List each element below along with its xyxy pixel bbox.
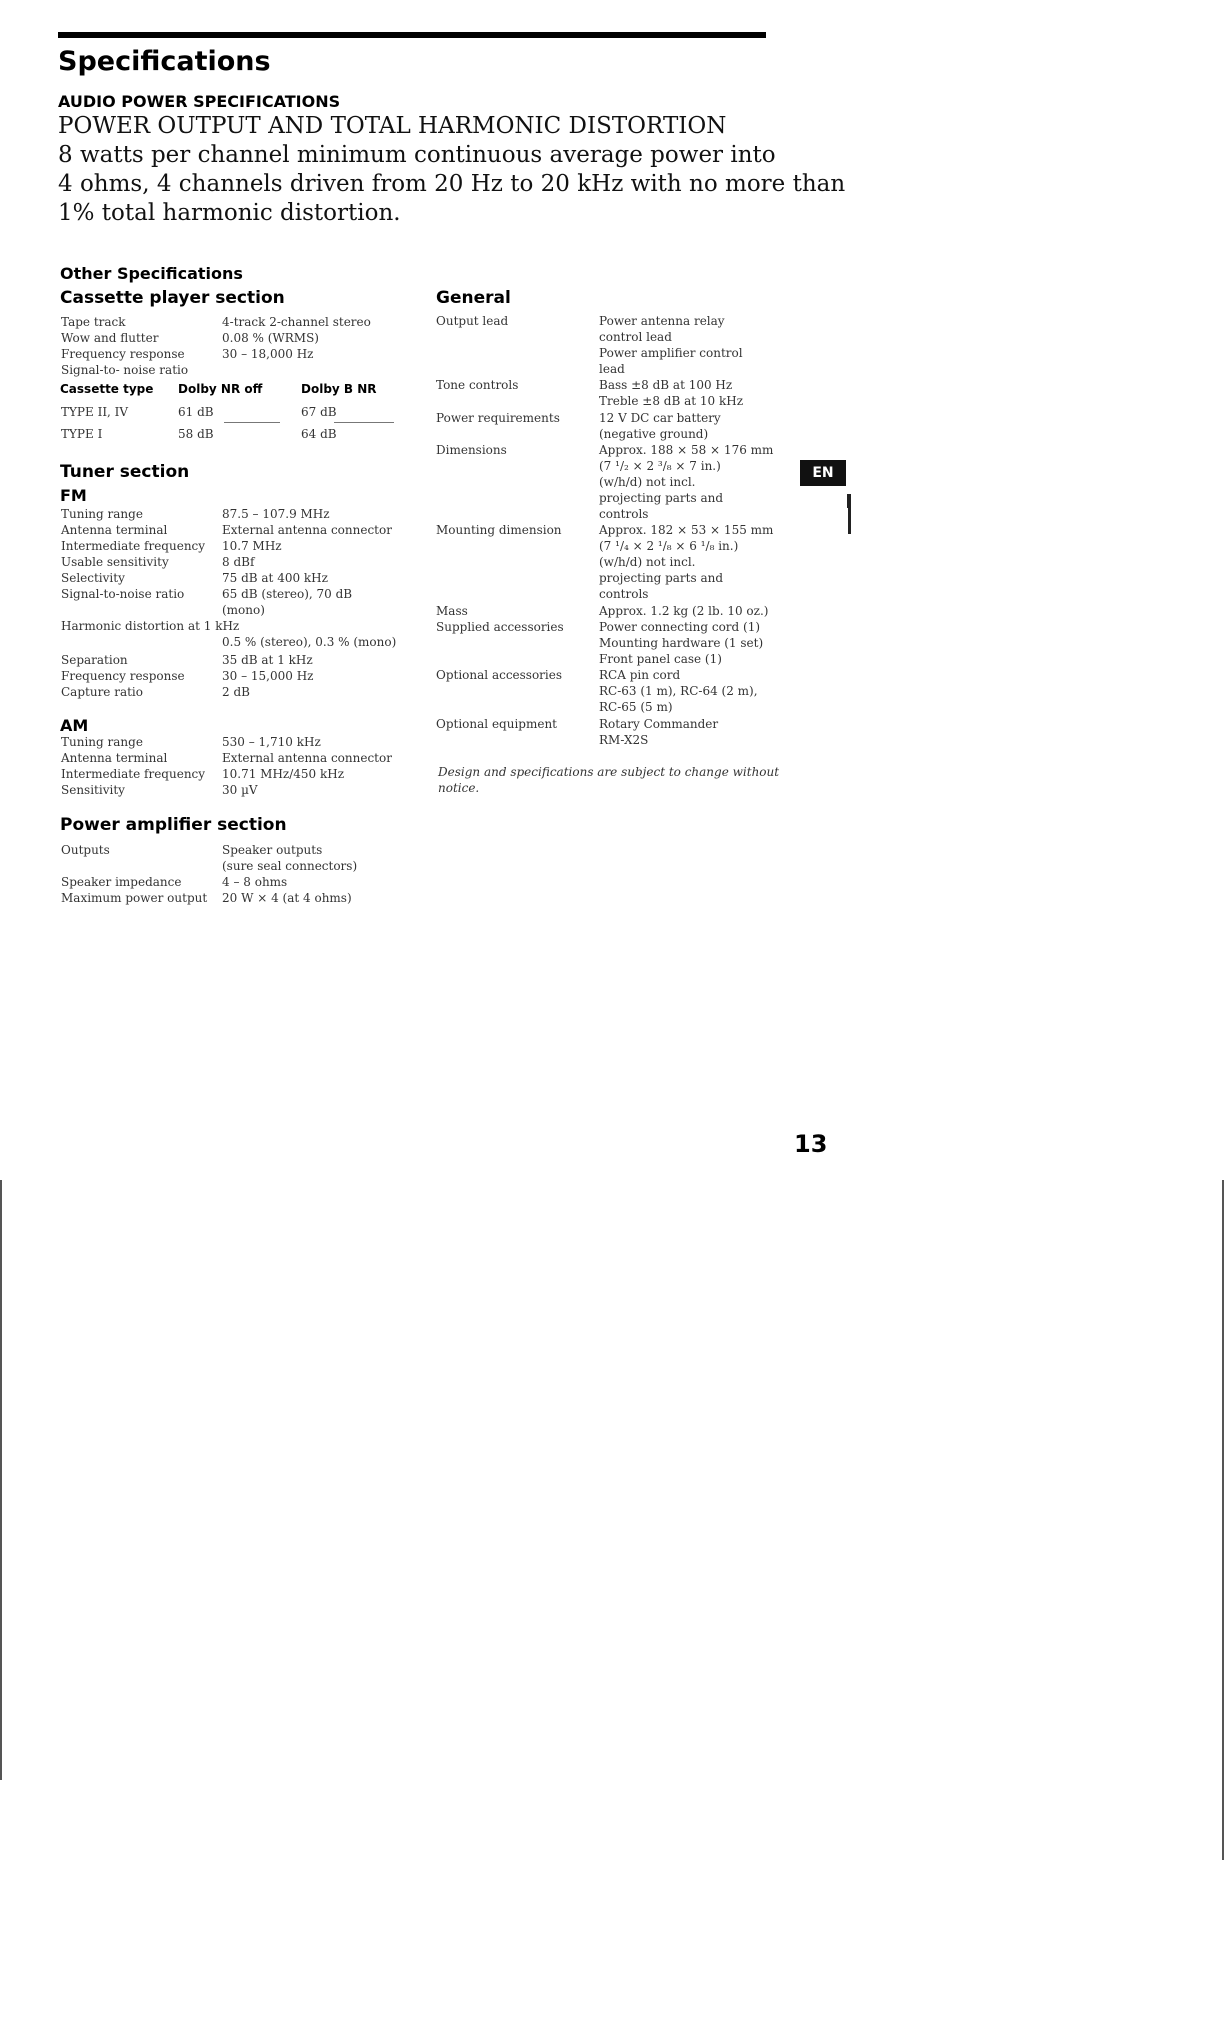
fm2-label-1: Frequency response <box>61 669 185 683</box>
am-label-0: Tuning range <box>61 735 143 749</box>
top-rule <box>58 32 766 38</box>
general-value-24: RC-65 (5 m) <box>599 700 673 714</box>
design-note-line-2: notice. <box>438 781 480 795</box>
fm-label-3: Usable sensitivity <box>61 555 169 569</box>
scan-edge-right <box>1222 1180 1224 1860</box>
general-value-23: RC-63 (1 m), RC-64 (2 m), <box>599 684 758 698</box>
amp-value-3: 20 W × 4 (at 4 ohms) <box>222 891 352 905</box>
audio-power-heading: AUDIO POWER SPECIFICATIONS <box>58 92 341 111</box>
cassette-value-0: 4-track 2-channel stereo <box>222 315 371 329</box>
fm2-value-2: 2 dB <box>222 685 250 699</box>
amp-value-1: (sure seal connectors) <box>222 859 358 873</box>
general-label-19: Supplied accessories <box>436 620 564 634</box>
general-value-12: controls <box>599 507 649 521</box>
fm-value-0: 87.5 – 107.9 MHz <box>222 507 330 521</box>
am-value-2: 10.71 MHz/450 kHz <box>222 767 345 781</box>
general-value-1: control lead <box>599 330 672 344</box>
fm-heading: FM <box>60 486 87 505</box>
fm2-value-1: 30 – 15,000 Hz <box>222 669 314 683</box>
general-value-9: (7 ¹/₂ × 2 ³/₈ × 7 in.) <box>599 459 721 473</box>
harmonic-value: 0.5 % (stereo), 0.3 % (mono) <box>222 635 397 649</box>
fm-value-6: (mono) <box>222 603 265 617</box>
harmonic-label: Harmonic distortion at 1 kHz <box>61 619 240 633</box>
fm-label-5: Signal-to-noise ratio <box>61 587 185 601</box>
fm-value-2: 10.7 MHz <box>222 539 282 553</box>
general-value-25: Rotary Commander <box>599 717 719 731</box>
power-line-4: 1% total harmonic distortion. <box>58 200 401 226</box>
general-value-16: projecting parts and <box>599 571 724 585</box>
power-line-2: 8 watts per channel minimum continuous average power into <box>58 142 776 168</box>
general-value-21: Front panel case (1) <box>599 652 722 666</box>
general-value-19: Power connecting cord (1) <box>599 620 761 634</box>
fm2-value-0: 35 dB at 1 kHz <box>222 653 313 667</box>
general-value-0: Power antenna relay <box>599 314 725 328</box>
dash-line <box>334 422 394 423</box>
amp-label-2: Speaker impedance <box>61 875 182 889</box>
amp-label-3: Maximum power output <box>61 891 208 905</box>
fm-label-0: Tuning range <box>61 507 143 521</box>
power-line-3: 4 ohms, 4 channels driven from 20 Hz to 20 kHz with no more than <box>58 171 846 197</box>
general-value-3: lead <box>599 362 625 376</box>
fm-label-1: Antenna terminal <box>61 523 168 537</box>
cassette-label-0: Tape track <box>61 315 126 329</box>
general-heading: General <box>436 288 511 308</box>
general-value-14: (7 ¹/₄ × 2 ¹/₈ × 6 ¹/₈ in.) <box>599 539 739 553</box>
general-value-11: projecting parts and <box>599 491 724 505</box>
cassette-value-1: 0.08 % (WRMS) <box>222 331 319 345</box>
general-value-8: Approx. 188 × 58 × 176 mm <box>599 443 774 457</box>
fm-label-4: Selectivity <box>61 571 125 585</box>
fm-value-4: 75 dB at 400 kHz <box>222 571 328 585</box>
cassette-value-2: 30 – 18,000 Hz <box>222 347 314 361</box>
general-value-5: Treble ±8 dB at 10 kHz <box>599 394 744 408</box>
scan-edge-left <box>0 1180 2 1780</box>
cassette-row-0-type: TYPE II, IV <box>61 405 129 419</box>
page-title: Specifications <box>58 46 271 77</box>
cassette-table-head-off: Dolby NR off <box>178 382 263 396</box>
general-label-8: Dimensions <box>436 443 507 457</box>
general-value-22: RCA pin cord <box>599 668 681 682</box>
fm2-label-0: Separation <box>61 653 128 667</box>
fm-value-5: 65 dB (stereo), 70 dB <box>222 587 353 601</box>
cassette-table-head-bnr: Dolby B NR <box>301 382 377 396</box>
cassette-table-head-type: Cassette type <box>60 382 154 396</box>
am-label-1: Antenna terminal <box>61 751 168 765</box>
general-label-6: Power requirements <box>436 411 560 425</box>
cassette-label-3: Signal-to- noise ratio <box>61 363 189 377</box>
am-heading: AM <box>60 716 89 735</box>
general-value-17: controls <box>599 587 649 601</box>
cassette-row-1-type: TYPE I <box>61 427 103 441</box>
fm-label-2: Intermediate frequency <box>61 539 206 553</box>
cassette-row-1-off: 58 dB <box>178 427 214 441</box>
general-value-4: Bass ±8 dB at 100 Hz <box>599 378 733 392</box>
am-value-0: 530 – 1,710 kHz <box>222 735 321 749</box>
tuner-heading: Tuner section <box>60 462 190 482</box>
general-label-4: Tone controls <box>436 378 519 392</box>
general-value-15: (w/h/d) not incl. <box>599 555 696 569</box>
am-label-2: Intermediate frequency <box>61 767 206 781</box>
general-value-20: Mounting hardware (1 set) <box>599 636 764 650</box>
general-value-13: Approx. 182 × 53 × 155 mm <box>599 523 774 537</box>
fm-value-1: External antenna connector <box>222 523 392 537</box>
general-value-6: 12 V DC car battery <box>599 411 721 425</box>
am-value-1: External antenna connector <box>222 751 392 765</box>
amp-label-0: Outputs <box>61 843 110 857</box>
power-line-1: POWER OUTPUT AND TOTAL HARMONIC DISTORTION <box>58 113 727 139</box>
amp-value-0: Speaker outputs <box>222 843 323 857</box>
general-value-2: Power amplifier control <box>599 346 743 360</box>
cassette-row-0-off: 61 dB <box>178 405 214 419</box>
general-label-22: Optional accessories <box>436 668 563 682</box>
general-value-10: (w/h/d) not incl. <box>599 475 696 489</box>
power-amp-heading: Power amplifier section <box>60 815 287 835</box>
other-specs-heading: Other Specifications <box>60 264 243 283</box>
general-label-0: Output lead <box>436 314 509 328</box>
language-badge: EN <box>800 460 846 486</box>
general-label-18: Mass <box>436 604 468 618</box>
general-label-13: Mounting dimension <box>436 523 562 537</box>
fm2-label-2: Capture ratio <box>61 685 143 699</box>
dash-line <box>224 422 280 423</box>
cassette-row-1-bnr: 64 dB <box>301 427 337 441</box>
margin-mark <box>848 494 851 534</box>
cassette-label-1: Wow and flutter <box>61 331 159 345</box>
fm-value-3: 8 dBf <box>222 555 255 569</box>
design-note-line-1: Design and specifications are subject to change without <box>438 765 780 779</box>
am-label-3: Sensitivity <box>61 783 125 797</box>
am-value-3: 30 µV <box>222 783 258 797</box>
general-value-18: Approx. 1.2 kg (2 lb. 10 oz.) <box>599 604 769 618</box>
general-value-7: (negative ground) <box>599 427 709 441</box>
cassette-label-2: Frequency response <box>61 347 185 361</box>
cassette-row-0-bnr: 67 dB <box>301 405 337 419</box>
cassette-heading: Cassette player section <box>60 288 285 308</box>
page-number: 13 <box>794 1130 828 1158</box>
amp-value-2: 4 – 8 ohms <box>222 875 288 889</box>
general-label-25: Optional equipment <box>436 717 558 731</box>
general-value-26: RM-X2S <box>599 733 649 747</box>
